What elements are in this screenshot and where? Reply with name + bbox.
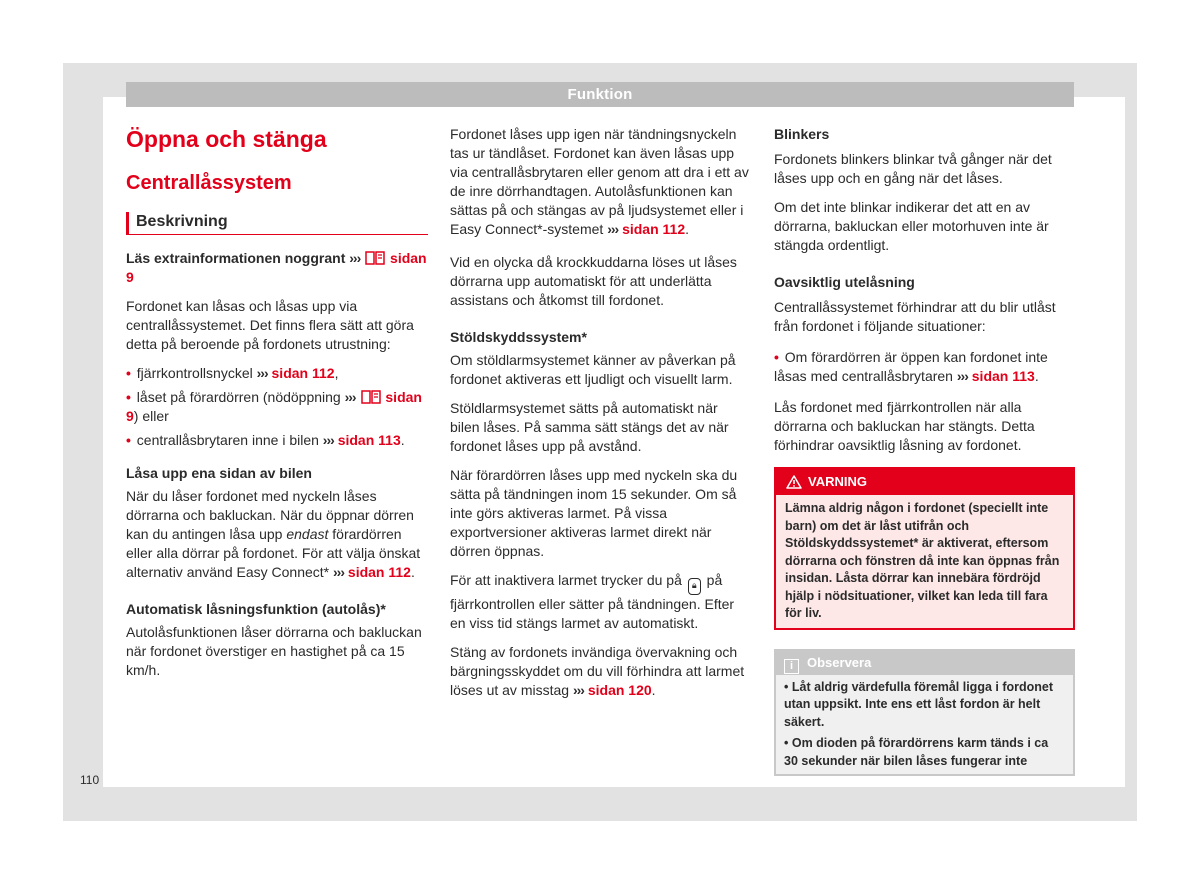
paragraph-text: Fordonet låses upp igen när tändningsnyckeln tas ur tändlåset. Fordonet kan även låsas upp via centrallåsbrytaren eller genom att dra i ett av de inre dörrhandtagen. Autolåsfunktionen kan sättas på och stängas av på ljudsystemet eller i Easy Connect*-systemet bbox=[450, 126, 749, 237]
warning-header bbox=[776, 469, 1073, 495]
chevron-icon: ››› bbox=[349, 250, 361, 266]
chevron-icon: ››› bbox=[572, 682, 584, 698]
bullet-dot-icon: • bbox=[774, 349, 779, 365]
column-3 bbox=[774, 125, 1075, 776]
note-item: • Låt aldrig värdefulla föremål ligga i fordonet utan uppsikt. Inte ens ett låst fordon är helt säkert. bbox=[784, 679, 1054, 729]
chevron-icon: ››› bbox=[607, 221, 619, 237]
chevron-icon: ››› bbox=[256, 365, 268, 381]
warning-text: Lämna aldrig någon i fordonet (speciellt inte barn) om det är låst utifrån och Stöldskyddssystemet* är aktiverat, eftersom dörrarna och fönstren då inte kan öppnas från insidan. Låsta dörrar kan innebära fördröjd hjälp i nödsituationer, vilket kan leda till fara för liv. bbox=[785, 501, 1060, 620]
subheading: Låsa upp ena sidan av bilen bbox=[126, 465, 312, 481]
subheading: Automatisk låsningsfunktion (autolås)* bbox=[126, 601, 386, 617]
page-reference-link[interactable]: sidan 113 bbox=[337, 432, 401, 448]
subheading: Oavsiktlig utelåsning bbox=[774, 274, 915, 290]
note-box bbox=[774, 649, 1075, 777]
chevron-icon: ››› bbox=[333, 564, 345, 580]
book-warning-icon bbox=[360, 389, 382, 404]
list-item bbox=[126, 388, 428, 426]
page-title: Öppna och stänga bbox=[126, 126, 327, 152]
page-reference-link[interactable]: sidan 112 bbox=[271, 365, 335, 381]
bullet-dot-icon: • bbox=[126, 432, 131, 448]
paragraph: Fordonet kan låsas och låsas upp via centrallåssystemet. Det finns flera sätt att göra detta på beroende på fordonets utrustning: bbox=[126, 298, 414, 352]
list-item bbox=[126, 364, 428, 383]
list-item-text: låset på förardörren (nödöppning bbox=[136, 389, 341, 405]
paragraph: Vid en olycka då krockkuddarna löses ut låses dörrarna upp automatiskt för att underlätta assistans och åtkomst till fordonet. bbox=[450, 254, 737, 308]
paragraph: Fordonets blinkers blinkar två gånger när det låses upp och en gång när det låses. bbox=[774, 151, 1052, 186]
note-item-text: Låt aldrig värdefulla föremål ligga i fordonet utan uppsikt. Inte ens ett låst fordon är helt säkert. bbox=[784, 679, 1054, 729]
paragraph: Autolåsfunktionen låser dörrarna och bakluckan när fordonet överstiger en hastighet på ca 15 km/h. bbox=[126, 624, 422, 678]
column-2 bbox=[450, 125, 750, 710]
note-title: Observera bbox=[807, 654, 872, 670]
section-heading: Beskrivning bbox=[126, 212, 428, 235]
info-icon: i bbox=[784, 659, 799, 674]
list-item: • Om förardörren är öppen kan fordonet inte låsas med centrallåsbrytaren ››› sidan 113. bbox=[774, 349, 1048, 384]
paragraph: Om det inte blinkar indikerar det att en av dörrarna, bakluckan eller motorhuven inte är stängda ordentligt. bbox=[774, 199, 1049, 253]
bullet-dot-icon: • bbox=[126, 365, 131, 381]
subheading: Blinkers bbox=[774, 126, 830, 142]
paragraph-text: Stäng av fordonets invändiga övervakning och bärgningsskyddet om du vill förhindra att larmet löses ut av misstag bbox=[450, 644, 745, 698]
paragraph-text: förardörren eller alla dörrar på fordonet. För att välja önskat alternativ använd Easy Connect* bbox=[126, 526, 421, 580]
chevron-icon: ››› bbox=[322, 432, 334, 448]
note-item-text: Om dioden på förardörrens karm tänds i ca 30 sekunder när bilen låses fungerar inte bbox=[784, 736, 1049, 768]
list-item-suffix: , bbox=[334, 365, 339, 381]
chevron-icon: ››› bbox=[344, 389, 356, 405]
paragraph: Stöldlarmsystemet sätts på automatiskt när bilen låses. På samma sätt stängs det av när fordonet låses upp på avstånd. bbox=[450, 400, 729, 454]
section-header-bar: Funktion bbox=[126, 82, 1074, 107]
emphasis-text: endast bbox=[286, 526, 329, 542]
paragraph-text: på fjärrkontrollen eller sätter på tändningen. Efter en viss tid stängs larmet av automatiskt. bbox=[450, 572, 735, 631]
book-warning-icon bbox=[364, 250, 386, 265]
page-reference-link[interactable]: sidan 9 bbox=[126, 250, 427, 285]
warning-triangle-icon bbox=[786, 475, 802, 489]
page-reference-link[interactable]: sidan 113 bbox=[971, 368, 1035, 384]
page-reference-link[interactable]: sidan 120 bbox=[587, 682, 652, 698]
list-item-text: fjärrkontrollsnyckel bbox=[136, 365, 253, 381]
paragraph: När du låser fordonet med nyckeln låses dörrarna och bakluckan. När du öppnar dörren kan du antingen låsa upp endast förardörren eller alla dörrar på fordonet. För att välja önskat alternativ använd Easy Connect* ››› sidan 112. bbox=[126, 488, 421, 580]
intro-paragraph bbox=[126, 249, 428, 287]
paragraph-text: När du låser fordonet med nyckeln låses dörrarna och bakluckan. När du öppnar dörren kan du antingen låsa upp bbox=[126, 488, 414, 542]
subheading: Stöldskyddssystem* bbox=[450, 329, 587, 345]
list-item-suffix: ) eller bbox=[133, 408, 169, 424]
chapter-subtitle: Centrallåssystem bbox=[126, 172, 292, 194]
paragraph-text: För att inaktivera larmet trycker du på bbox=[450, 572, 682, 588]
intro-bold-text: Läs extrainformationen noggrant bbox=[126, 250, 346, 266]
note-header bbox=[776, 651, 1073, 675]
column-1 bbox=[126, 125, 428, 690]
warning-box bbox=[774, 467, 1075, 630]
warning-title: VARNING bbox=[808, 474, 867, 489]
list-item-text: centrallåsbrytaren inne i bilen bbox=[136, 432, 319, 448]
page-number: 110 bbox=[80, 773, 100, 787]
paragraph bbox=[450, 571, 750, 633]
paragraph: Om stöldlarmsystemet känner av påverkan på fordonet aktiveras ett ljudligt och visuellt larm. bbox=[450, 352, 736, 387]
list-item-text: Om förardörren är öppen kan fordonet inte låsas med centrallåsbrytaren bbox=[774, 349, 1048, 384]
page-reference-link[interactable]: sidan 112 bbox=[347, 564, 411, 580]
page-reference-link[interactable]: sidan 9 bbox=[126, 389, 422, 424]
paragraph: Stäng av fordonets invändiga övervakning och bärgningsskyddet om du vill förhindra att larmet löses ut av misstag ››› sidan 120. bbox=[450, 644, 745, 698]
bullet-list bbox=[126, 364, 428, 450]
list-item-suffix: . bbox=[400, 432, 405, 448]
chevron-icon: ››› bbox=[956, 368, 968, 384]
paragraph: Fordonet låses upp igen när tändningsnyckeln tas ur tändlåset. Fordonet kan även låsas upp via centrallåsbrytaren eller genom att dra i ett av de inre dörrhandtagen. Autolåsfunktionen kan sättas på och stängas av på ljudsystemet eller i Easy Connect*-systemet ››› sidan 112. bbox=[450, 126, 749, 237]
note-item: • Om dioden på förardörrens karm tänds i ca 30 sekunder när bilen låses fungerar inte bbox=[784, 736, 1049, 768]
note-body bbox=[776, 675, 1073, 775]
page-reference-link[interactable]: sidan 112 bbox=[622, 221, 686, 237]
paragraph: När förardörren låses upp med nyckeln ska du sätta på tändningen inom 15 sekunder. Om så inte görs aktiveras larmet. På vissa exportversioner aktiveras larmet direkt när dörren öppnas. bbox=[450, 467, 738, 559]
paragraph: Lås fordonet med fjärrkontrollen när alla dörrarna och bakluckan har stängts. Detta förhindrar oavsiktlig låsning av fordonet. bbox=[774, 399, 1035, 453]
bullet-dot-icon: • bbox=[126, 389, 131, 405]
list-item bbox=[126, 431, 428, 450]
paragraph: Centrallåssystemet förhindrar att du blir utlåst från fordonet i följande situationer: bbox=[774, 299, 1056, 334]
remote-key-lock-icon: 🔒︎ bbox=[688, 578, 701, 595]
